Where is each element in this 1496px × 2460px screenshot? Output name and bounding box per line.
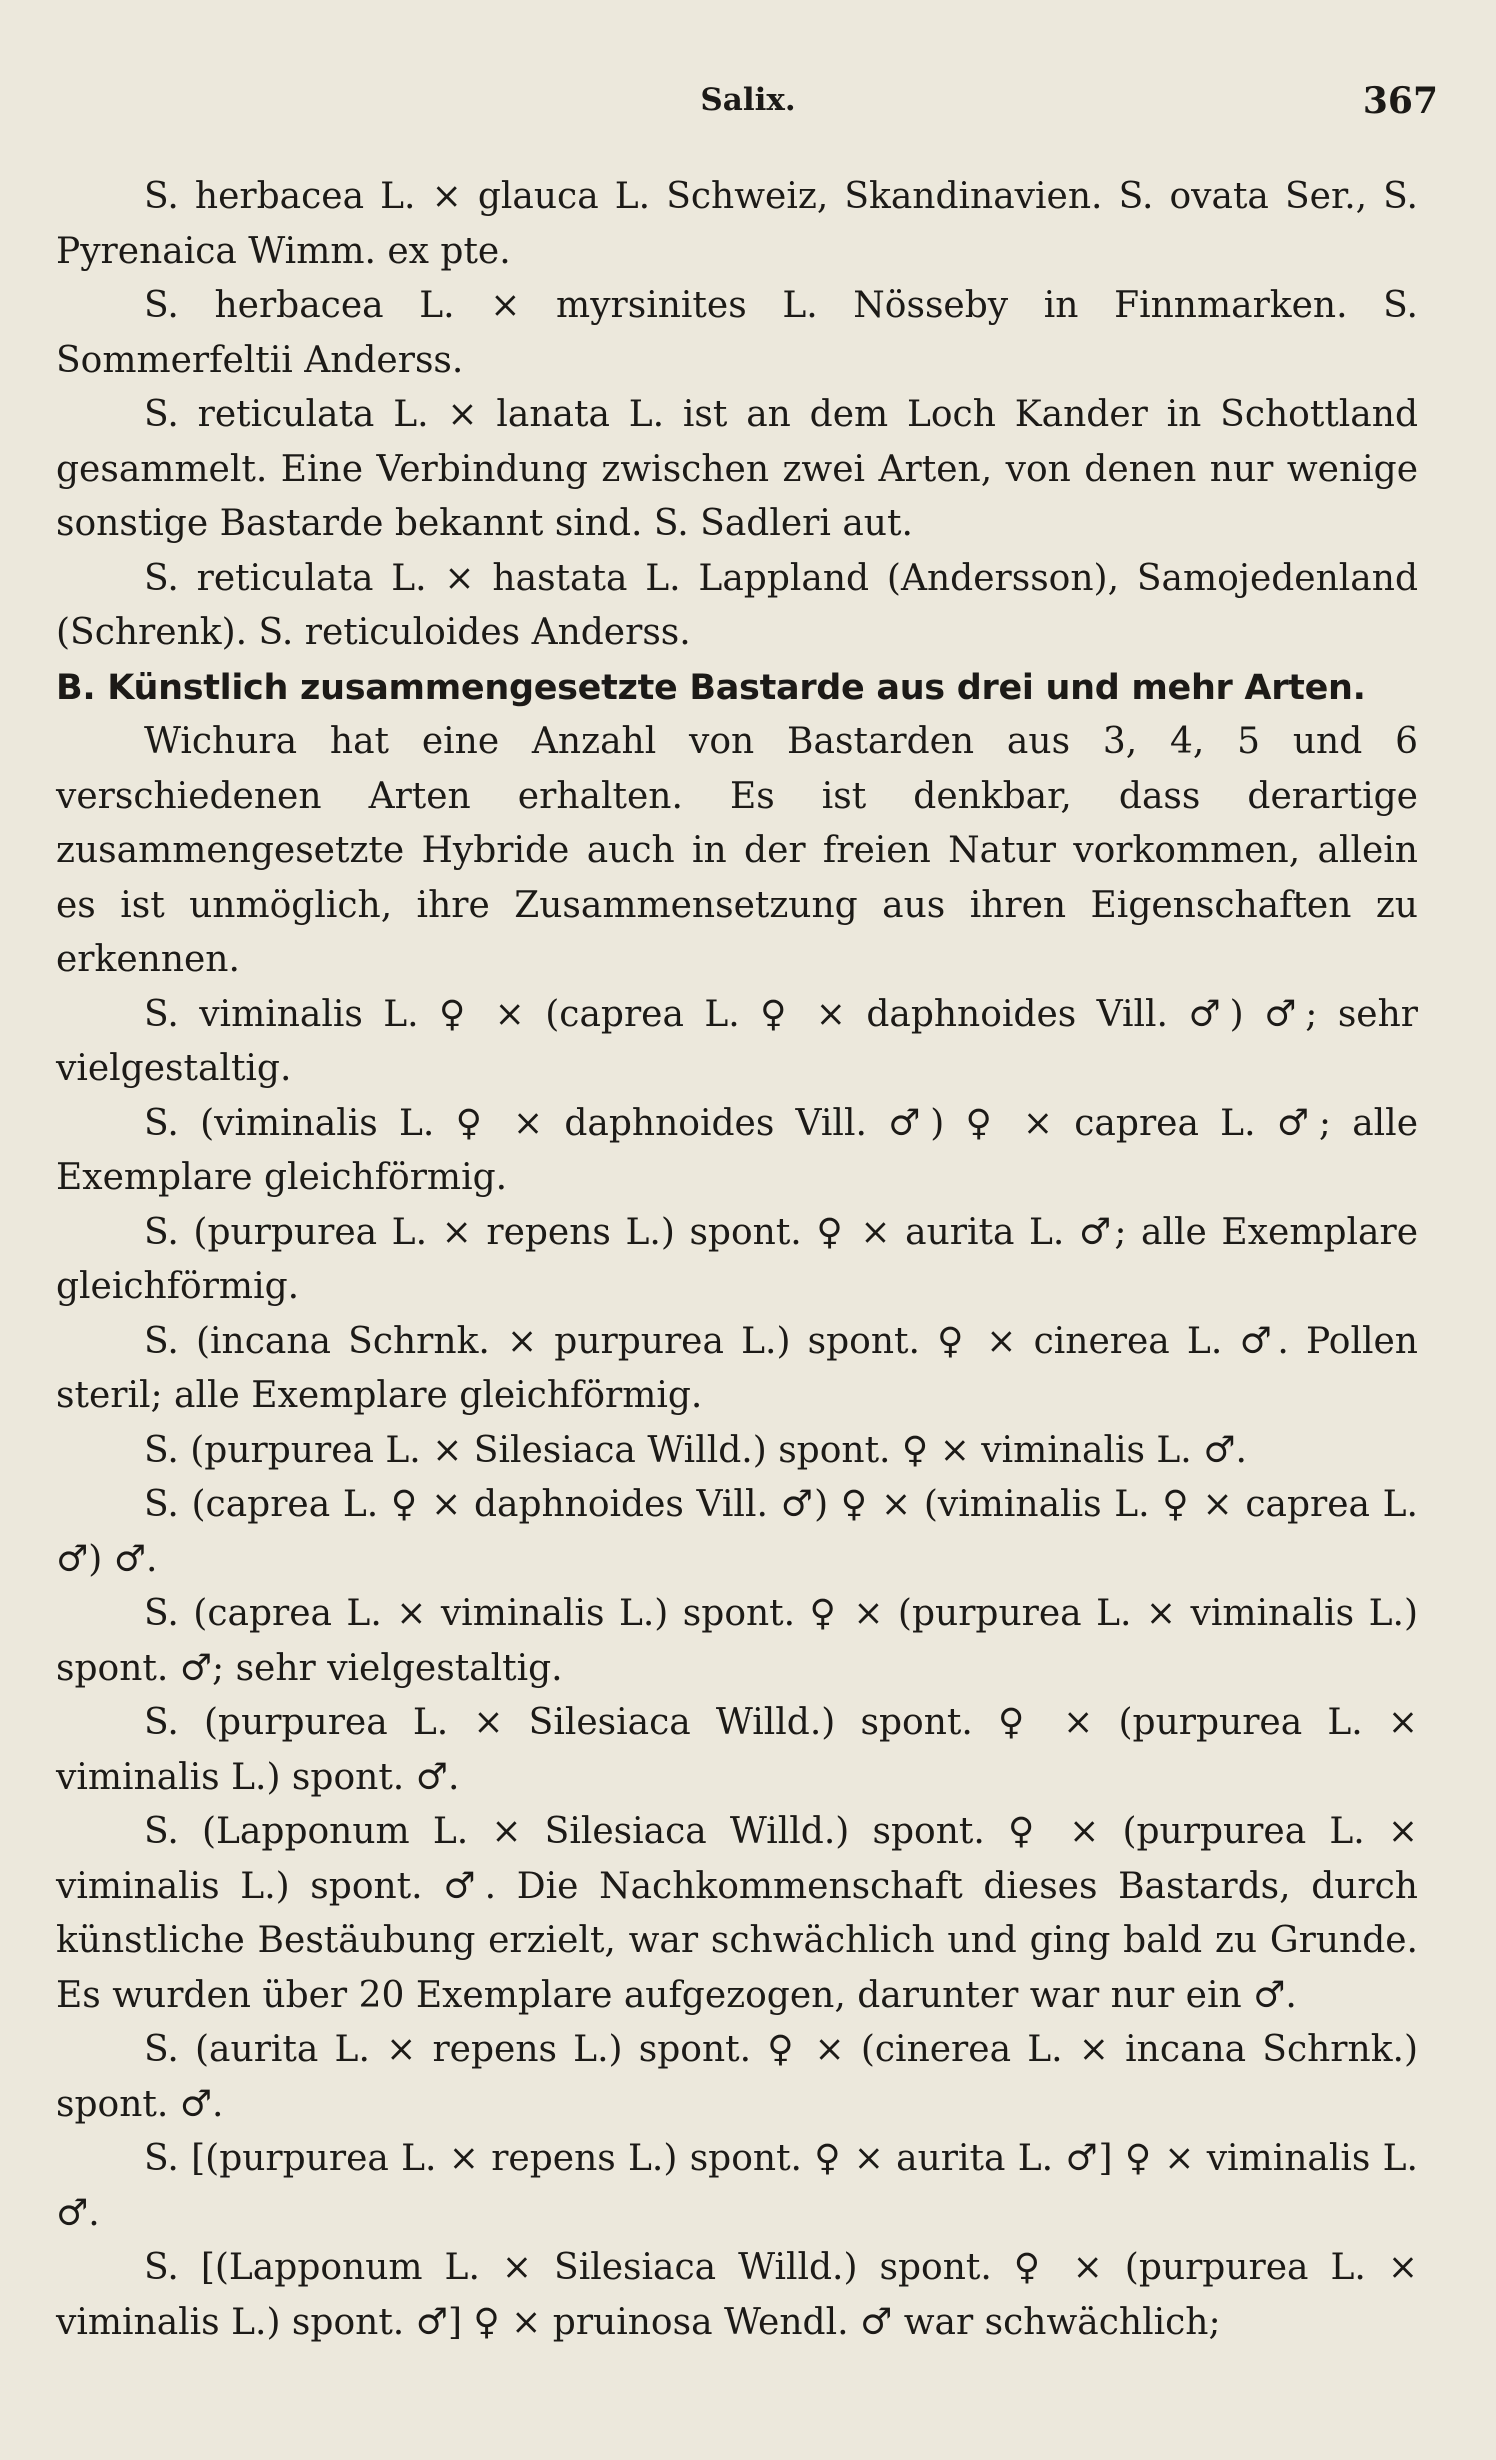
paragraph: S. herbacea L. × myrsinites L. Nösseby in Finnmarken. S. Sommerfeltii Anderss.: [56, 285, 1418, 381]
running-title: Salix.: [700, 82, 796, 118]
paragraph: S. (caprea L. × viminalis L.) spont. ♀ × (purpurea L. × viminalis L.) spont. ♂; sehr vielgestaltig.: [56, 1593, 1418, 1689]
paragraph: S. [(purpurea L. × repens L.) spont. ♀ × aurita L. ♂] ♀ × viminalis L. ♂.: [56, 2138, 1418, 2234]
paragraph: S. (caprea L. ♀ × daphnoides Vill. ♂) ♀ × (viminalis L. ♀ × caprea L. ♂) ♂.: [56, 1484, 1418, 1580]
paragraph: S. viminalis L. ♀ × (caprea L. ♀ × daphnoides Vill. ♂) ♂; sehr vielgestaltig.: [56, 993, 1418, 1089]
paragraph: S. reticulata L. × hastata L. Lappland (Andersson), Samojedenland (Schrenk). S. reticuloides Anderss.: [56, 557, 1418, 653]
section-heading: B. Künstlich zusammengesetzte Bastarde aus drei und mehr Arten.: [56, 667, 1366, 708]
paragraph: S. (purpurea L. × Silesiaca Willd.) spont. ♀ × (purpurea L. × viminalis L.) spont. ♂.: [56, 1702, 1418, 1798]
paragraph: S. (incana Schrnk. × purpurea L.) spont. ♀ × cinerea L. ♂. Pollen steril; alle Exemplare gleichförmig.: [56, 1320, 1418, 1416]
paragraph: S. (viminalis L. ♀ × daphnoides Vill. ♂) ♀ × caprea L. ♂; alle Exemplare gleichförmig.: [56, 1102, 1418, 1198]
paragraph: S. [(Lapponum L. × Silesiaca Willd.) spont. ♀ × (purpurea L. × viminalis L.) spont. ♂] ♀ × pruinosa Wendl. ♂ war schwächlich;: [56, 2247, 1418, 2343]
paragraph: S. herbacea L. × glauca L. Schweiz, Skandinavien. S. ovata Ser., S. Pyrenaica Wimm. ex pte.: [56, 176, 1418, 272]
paragraph: S. reticulata L. × lanata L. ist an dem Loch Kander in Schottland gesammelt. Eine Verbindung zwischen zwei Arten, von denen nur wenige sonstige Bastarde bekannt sind. S. Sadleri aut.: [56, 394, 1418, 544]
paragraph: S. (aurita L. × repens L.) spont. ♀ × (cinerea L. × incana Schrnk.) spont. ♂.: [56, 2029, 1418, 2125]
page-body: [56, 170, 1418, 2350]
page-number: 367: [1362, 80, 1438, 122]
paragraph: S. (purpurea L. × repens L.) spont. ♀ × aurita L. ♂; alle Exemplare gleichförmig.: [56, 1211, 1418, 1307]
paragraph: S. (Lapponum L. × Silesiaca Willd.) spont. ♀ × (purpurea L. × viminalis L.) spont. ♂. Die Nachkommenschaft dieses Bastards, durch künstliche Bestäubung erzielt, war schwächlich und ging bald zu Grunde. Es wurden über 20 Exemplare aufgezogen, darunter war nur ein ♂.: [56, 1811, 1418, 2016]
paragraph: S. (purpurea L. × Silesiaca Willd.) spont. ♀ × viminalis L. ♂.: [144, 1429, 1247, 1471]
running-header: [56, 82, 1440, 132]
paragraph: Wichura hat eine Anzahl von Bastarden aus 3, 4, 5 und 6 verschiedenen Arten erhalten. Es ist denkbar, dass derartige zusammengesetzte Hybride auch in der freien Natur vorkommen, allein es ist unmöglich, ihre Zusammensetzung aus ihren Eigenschaften zu erkennen.: [56, 721, 1418, 980]
